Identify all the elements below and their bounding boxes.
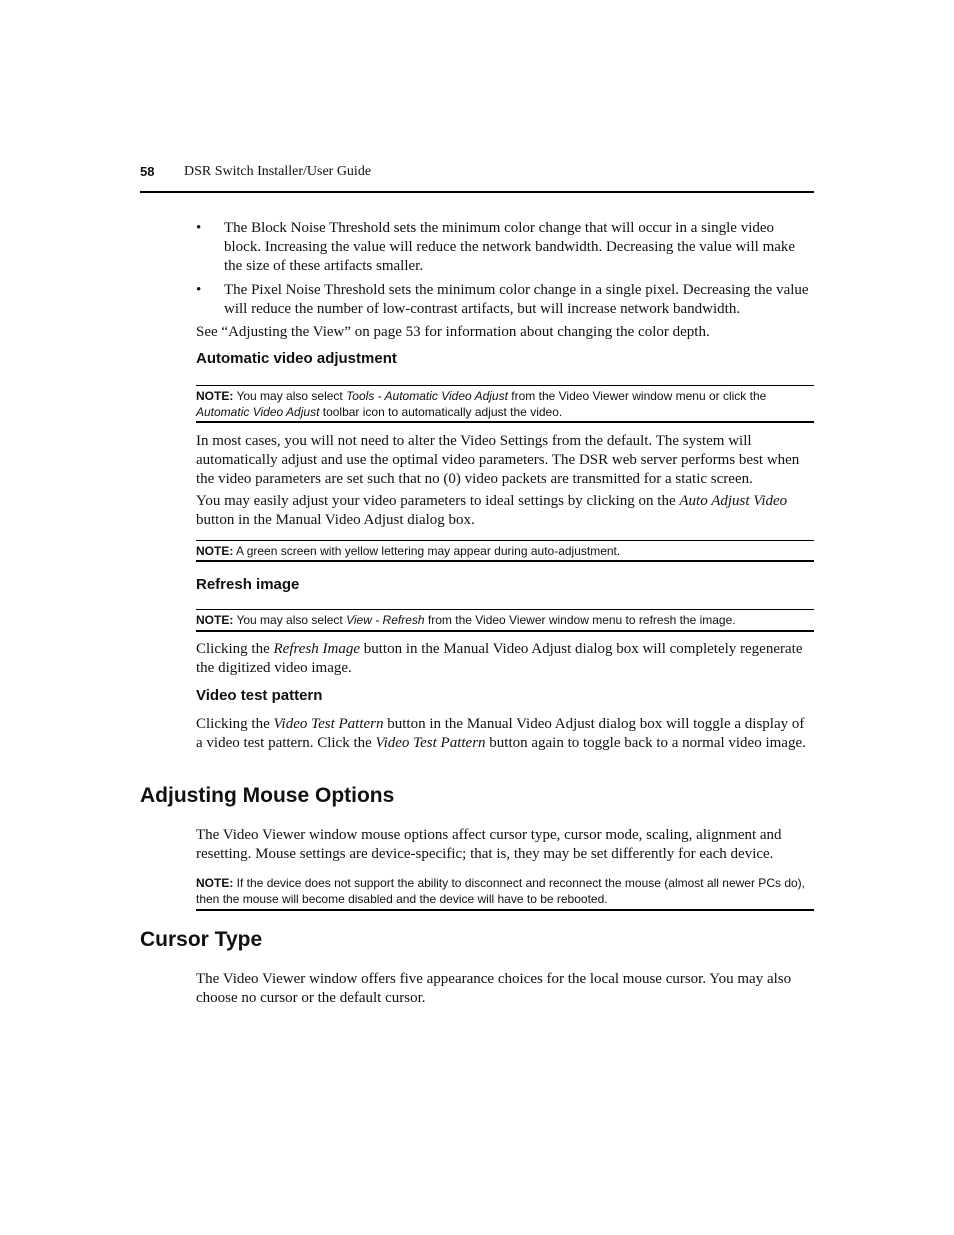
note-auto-adjust-screen [196,540,814,562]
note-label: NOTE: [196,544,234,558]
note-text: If the device does not support the ability to disconnect and reconnect the mouse (almost all newer PCs do), then the mouse will become disabled and the device will have to be rebooted. [196,876,805,906]
note-emphasis: View - Refresh [346,613,425,627]
note-text: You may also select [233,389,347,403]
paragraph-text: button again to toggle back to a normal video image. [485,735,806,751]
note-text: from the Video Viewer window menu to refresh the image. [424,613,736,627]
paragraph-text: button in the Manual Video Adjust dialog box. [196,512,475,528]
auto-video-paragraph-1: In most cases, you will not need to alter the Video Settings from the default. The system will automatically adjust and use the optimal video parameters. The DSR web server performs best when the video parameters are set such that no (0) video packets are transmitted for a static screen. [196,433,800,487]
bullet-symbol: • [196,282,202,298]
note-text: You may also select [233,613,347,627]
paragraph-text: button in the Manual Video Adjust dialog box will toggle a display of a video test pattern. Click the [196,716,805,751]
list-item [196,219,814,277]
note-label: NOTE: [196,876,234,890]
section-heading-auto-video: Automatic video adjustment [196,350,397,367]
section-heading-refresh: Refresh image [196,576,300,593]
page-header [140,163,814,193]
note-auto-video [196,385,814,423]
list-item [196,281,814,321]
cursor-paragraph: The Video Viewer window offers five appearance choices for the local mouse cursor. You may also choose no cursor or the default cursor. [196,971,792,1006]
note-text: A green screen with yellow lettering may appear during auto-adjustment. [233,544,621,558]
paragraph-text: Clicking the [196,641,274,657]
note-mouse [196,873,814,911]
heading-cursor-type: Cursor Type [140,928,263,951]
mouse-paragraph: The Video Viewer window mouse options affect cursor type, cursor mode, scaling, alignment and resetting. Mouse settings are device-specific; that is, they may be set differently for each device. [196,827,782,862]
note-emphasis: Automatic Video Adjust [196,405,320,419]
section-heading-test-pattern: Video test pattern [196,687,323,704]
note-label: NOTE: [196,613,234,627]
note-refresh [196,609,814,632]
note-label: NOTE: [196,389,234,403]
test-pattern-paragraph [196,715,814,753]
see-paragraph: See “Adjusting the View” on page 53 for information about changing the color depth. [196,324,710,340]
paragraph-text: Clicking the [196,716,274,732]
heading-mouse-options: Adjusting Mouse Options [140,784,395,807]
refresh-paragraph [196,640,814,678]
header-title: DSR Switch Installer/User Guide [184,164,372,179]
note-emphasis: Tools - Automatic Video Adjust [346,389,508,403]
paragraph-emphasis: Video Test Pattern [273,716,384,732]
bullet-symbol: • [196,220,202,236]
paragraph-emphasis: Auto Adjust Video [679,493,788,509]
paragraph-emphasis: Video Test Pattern [375,735,486,751]
paragraph-emphasis: Refresh Image [273,641,360,657]
paragraph-text: button in the Manual Video Adjust dialog box will completely regenerate the digitized video image. [196,641,803,676]
note-text: toolbar icon to automatically adjust the video. [319,405,563,419]
note-text: from the Video Viewer window menu or click the [507,389,767,403]
bullet-text: The Pixel Noise Threshold sets the minimum color change in a single pixel. Decreasing the value will reduce the number of low-contrast artifacts, but will increase network bandwidth. [224,282,809,317]
auto-video-paragraph-2 [196,492,814,530]
paragraph-text: You may easily adjust your video parameters to ideal settings by clicking on the [196,493,680,509]
page-number: 58 [140,164,155,179]
bullet-text: The Block Noise Threshold sets the minimum color change that will occur in a single video block. Increasing the value will reduce the network bandwidth. Decreasing the value will make the size of these artifacts smaller. [224,220,796,274]
